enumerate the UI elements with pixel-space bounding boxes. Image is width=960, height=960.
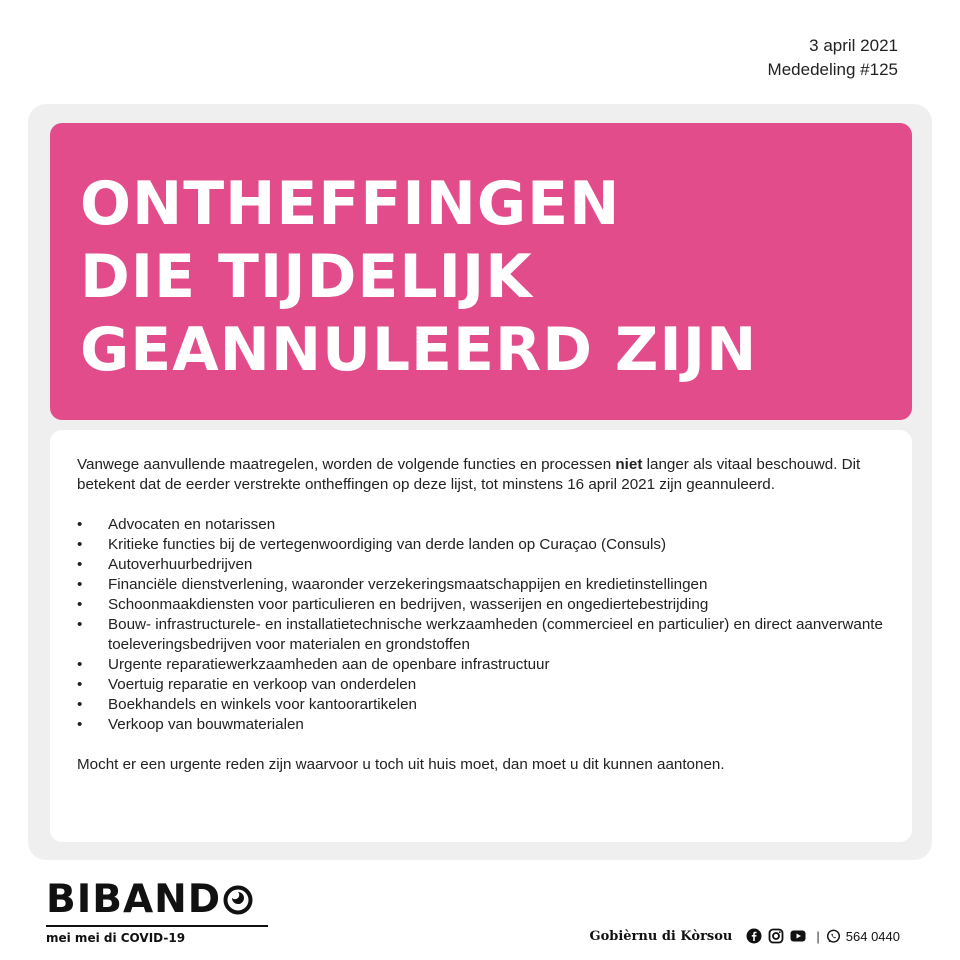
list-item: • Voertuig reparatie en verkoop van onderdelen: [77, 675, 888, 695]
logo-tagline: mei mei di COVID-19: [46, 931, 186, 945]
notice-number: Mededeling #125: [767, 60, 898, 79]
list-item: • Bouw- infrastructurele- en installatietechnische werkzaamheden (commercieel en particulier) en direct aanverwante toeleveringsbedrijven voor materialen en grondstoffen: [77, 615, 888, 655]
intro-text-end: langer als vitaal beschouwd. Dit betekent dat de eerder verstrekte ontheffingen op deze lijst, tot minstens 16 april 2021 zijn geannuleerd.: [77, 456, 861, 493]
closing-paragraph: Mocht er een urgente reden zijn waarvoor u toch uit huis moet, dan moet u dit kunnen aantonen.: [77, 756, 725, 773]
notice-meta: [768, 34, 898, 82]
logo-o-icon: [223, 885, 253, 915]
notice-date: 3 april 2021: [809, 36, 898, 55]
intro-paragraph: [77, 455, 888, 495]
list-item: • Autoverhuurbedrijven: [77, 555, 888, 575]
headline-line-2: DIE TIJDELIJK: [80, 242, 533, 312]
whatsapp-icon: [826, 929, 841, 944]
intro-text-start: Vanwege aanvullende maatregelen, worden de volgende functies en processen: [77, 456, 616, 473]
logo-text: BIBAND: [46, 877, 222, 922]
headline-banner: [50, 123, 912, 420]
list-item: • Verkoop van bouwmaterialen: [77, 715, 888, 735]
intro-emphasis: niet: [615, 456, 643, 473]
bibando-logo: [46, 878, 268, 945]
footer-contact: [589, 928, 900, 944]
body-card: [50, 430, 912, 842]
headline-line-3: GEANNULEERD ZIJN: [80, 315, 758, 385]
list-item: • Schoonmaakdiensten voor particulieren en bedrijven, wasserijen en ongediertebestrijding: [77, 595, 888, 615]
list-item: • Kritieke functies bij de vertegenwoordiging van derde landen op Curaçao (Consuls): [77, 535, 888, 555]
list-item: • Financiële dienstverlening, waaronder verzekeringsmaatschappijen en kredietinstellingen: [77, 575, 888, 595]
footer-separator: |: [816, 928, 820, 944]
logo-wordmark: [46, 878, 268, 922]
instagram-icon[interactable]: [768, 928, 784, 944]
phone-number: 564 0440: [845, 928, 900, 944]
list-item: • Urgente reparatiewerkzaamheden aan de openbare infrastructuur: [77, 655, 888, 675]
youtube-icon[interactable]: [790, 928, 806, 944]
facebook-icon[interactable]: [746, 928, 762, 944]
headline-line-1: ONTHEFFINGEN: [80, 169, 621, 239]
list-item: • Advocaten en notarissen: [77, 515, 888, 535]
list-item: • Boekhandels en winkels voor kantoorartikelen: [77, 695, 888, 715]
logo-underline: [46, 925, 268, 927]
government-name: Gobièrnu di Kòrsou: [589, 928, 733, 944]
exemption-list: [77, 515, 888, 735]
